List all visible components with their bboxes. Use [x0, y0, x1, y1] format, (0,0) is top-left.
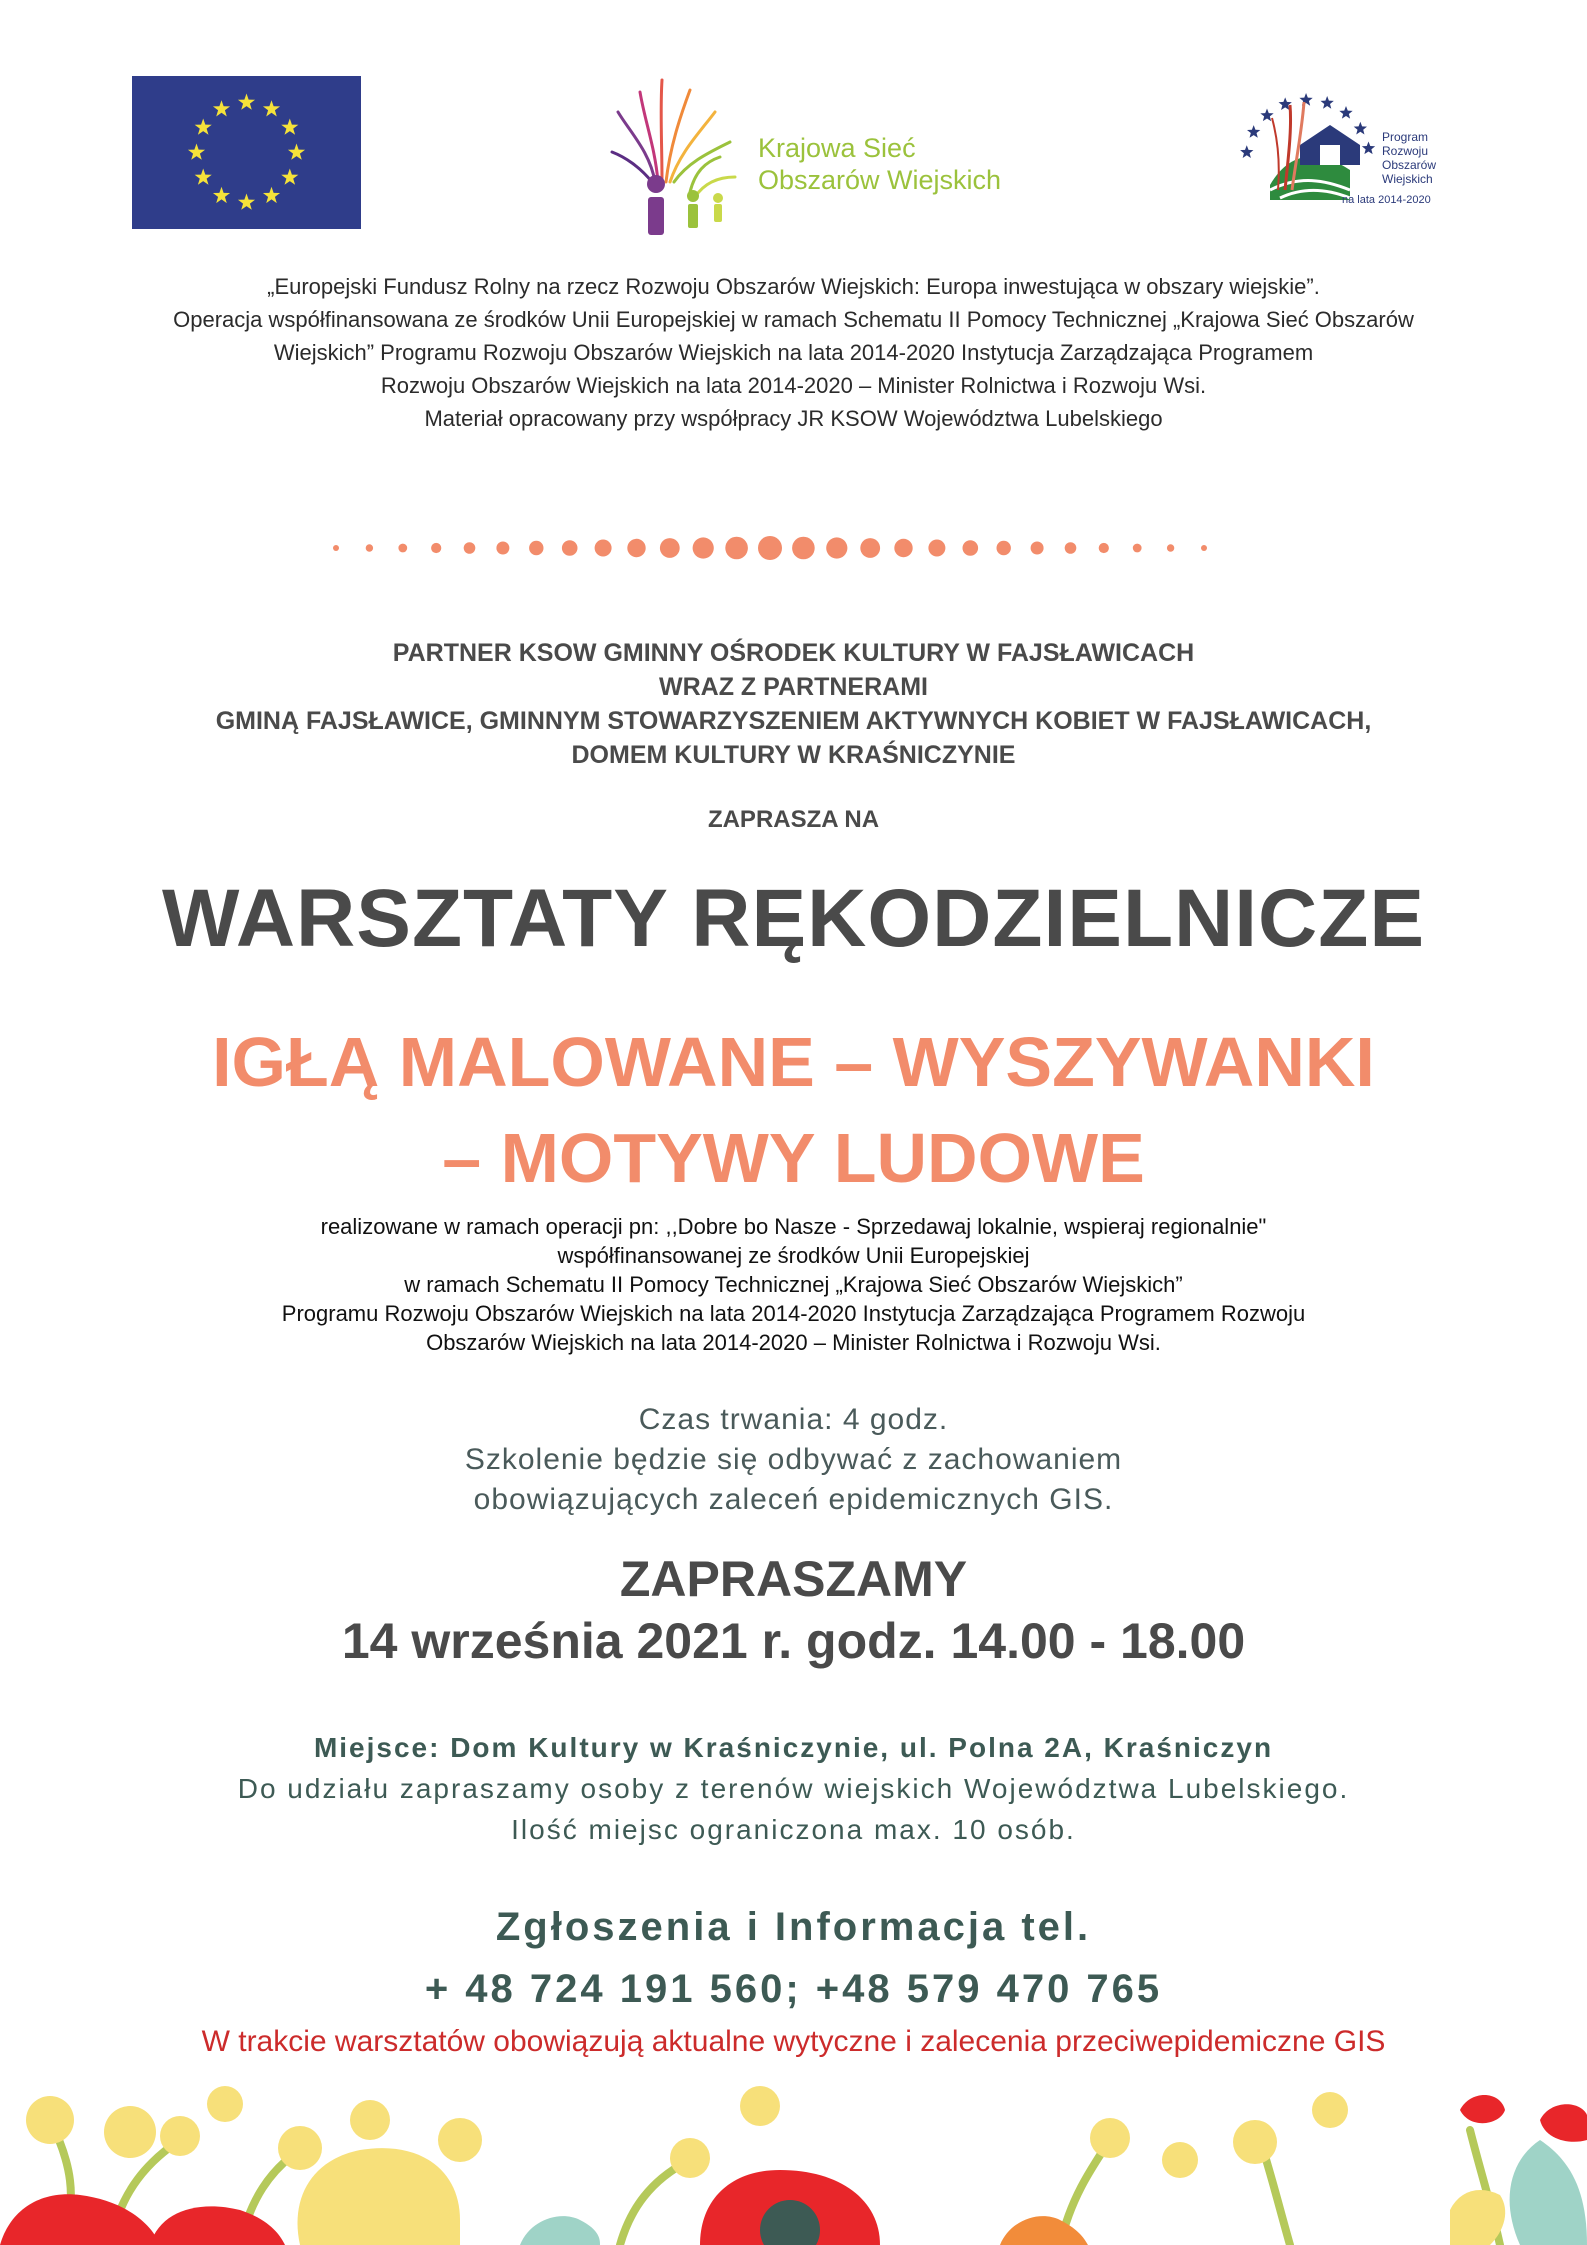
prow-star-icon — [1339, 106, 1352, 119]
divider-dot — [627, 539, 645, 557]
eu-star-icon — [213, 100, 230, 116]
contact-phones[interactable]: + 48 724 191 560; +48 579 470 765 — [424, 1967, 1163, 2011]
divider-dot — [431, 543, 441, 553]
duration-info — [0, 1400, 1587, 1520]
venue-limit: Ilość miejsc ograniczona max. 10 osób. — [511, 1814, 1076, 1845]
venue-block — [0, 1727, 1587, 1850]
safety-line: obowiązujących zaleceń epidemicznych GIS. — [473, 1483, 1114, 1516]
prow-name — [1382, 130, 1436, 186]
prow-star-icon — [1247, 125, 1260, 138]
eu-star-icon — [238, 194, 255, 210]
eu-star-icon — [281, 119, 298, 135]
eu-star-icon — [263, 100, 280, 116]
eu-star-icon — [288, 144, 305, 160]
divider-dot — [398, 544, 407, 553]
ksow-name-line-1: Krajowa Sieć — [758, 133, 916, 163]
flowers-decoration — [0, 2070, 1587, 2245]
schedule-block — [0, 1548, 1587, 1672]
eu-star-icon — [188, 144, 205, 160]
operation-line: w ramach Schematu II Pomocy Technicznej „Krajowa Sieć Obszarów Wiejskich” — [404, 1272, 1183, 1297]
prow-name-line-4: Wiejskich — [1382, 172, 1433, 186]
divider-dot — [529, 541, 543, 555]
prow-name-line-2: Rozwoju — [1382, 144, 1429, 158]
logo-bar — [0, 0, 1587, 260]
divider-dot — [860, 538, 880, 558]
funding-statement — [0, 270, 1587, 435]
invites-label: ZAPRASZA NA — [707, 806, 880, 833]
ksow-name — [758, 132, 1001, 196]
event-subtitle-line: – MOTYWY LUDOWE — [442, 1119, 1145, 1197]
divider-dot — [894, 539, 912, 557]
eu-flag-icon — [132, 76, 361, 229]
divider-dot — [826, 537, 847, 558]
divider-dot — [1031, 542, 1044, 555]
funding-line: Materiał opracowany przy współpracy JR KSOW Województwa Lubelskiego — [424, 406, 1163, 431]
divider-dot — [1065, 542, 1077, 554]
contact-heading: Zgłoszenia i Informacja tel. — [495, 1905, 1092, 1949]
dotted-divider — [0, 528, 1587, 568]
divider-dot — [464, 542, 476, 554]
operation-line: Programu Rozwoju Obszarów Wiejskich na lata 2014-2020 Instytucja Zarządzająca Programem Rozwoju — [281, 1301, 1306, 1326]
divider-dot — [1099, 543, 1109, 553]
partner-line: DOMEM KULTURY W KRAŚNICZYNIE — [571, 741, 1016, 769]
venue-place: Miejsce: Dom Kultury w Kraśniczynie, ul. Polna 2A, Kraśniczyn — [313, 1732, 1274, 1763]
divider-dot — [1133, 544, 1142, 553]
prow-star-icon — [1321, 96, 1334, 109]
eu-star-icon — [238, 94, 255, 110]
event-subtitle — [0, 1014, 1587, 1206]
divider-dot — [725, 537, 748, 560]
funding-line: „Europejski Fundusz Rolny na rzecz Rozwoju Obszarów Wiejskich: Europa inwestująca w obszary wiejskie”. — [267, 274, 1320, 299]
divider-dot — [496, 542, 509, 555]
divider-dot — [758, 536, 782, 560]
operation-line: współfinansowanej ze środków Unii Europejskiej — [557, 1243, 1030, 1268]
divider-dot — [562, 540, 578, 556]
operation-line: Obszarów Wiejskich na lata 2014-2020 – Minister Rolnictwa i Rozwoju Wsi. — [426, 1330, 1161, 1355]
divider-dot — [928, 540, 945, 557]
prow-name-line-3: Obszarów — [1382, 158, 1437, 172]
prow-star-icon — [1299, 93, 1312, 106]
prow-name-line-1: Program — [1382, 130, 1429, 144]
divider-dot — [333, 545, 339, 551]
divider-dot — [660, 538, 680, 558]
contact-block — [0, 1896, 1587, 2020]
eu-star-icon — [195, 119, 212, 135]
prow-star-icon — [1362, 141, 1375, 154]
divider-dot — [693, 537, 714, 558]
divider-dot — [1167, 544, 1174, 551]
operation-line: realizowane w ramach operacji pn: ,,Dobre bo Nasze - Sprzedawaj lokalnie, wspieraj regionalnie" — [320, 1214, 1267, 1239]
funding-line: Wiejskich” Programu Rozwoju Obszarów Wiejskich na lata 2014-2020 Instytucja Zarządzająca Programem — [273, 340, 1314, 365]
operation-info — [0, 1212, 1587, 1357]
divider-dot — [595, 540, 612, 557]
partner-line: GMINĄ FAJSŁAWICE, GMINNYM STOWARZYSZENIEM AKTYWNYCH KOBIET W FAJSŁAWICACH, — [215, 707, 1372, 735]
prow-logo — [1230, 90, 1450, 220]
ksow-logo — [610, 72, 1030, 237]
venue-audience: Do udziału zapraszamy osoby z terenów wiejskich Województwa Lubelskiego. — [237, 1773, 1350, 1804]
eu-star-icon — [281, 169, 298, 185]
divider-dot — [366, 544, 373, 551]
ksow-name-line-2: Obszarów Wiejskich — [758, 165, 1002, 195]
safety-line: Szkolenie będzie się odbywać z zachowaniem — [464, 1443, 1123, 1476]
eu-star-icon — [213, 187, 230, 203]
divider-dot — [997, 541, 1011, 555]
prow-star-icon — [1240, 145, 1253, 158]
event-datetime: 14 września 2021 r. godz. 14.00 - 18.00 — [341, 1613, 1246, 1669]
partner-line: WRAZ Z PARTNERAMI — [659, 673, 928, 701]
eu-star-icon — [263, 187, 280, 203]
epidemic-warning: W trakcie warsztatów obowiązują aktualne wytyczne i zalecenia przeciwepidemiczne GIS — [201, 2025, 1386, 2058]
partner-line: PARTNER KSOW GMINNY OŚRODEK KULTURY W FAJSŁAWICACH — [392, 639, 1195, 667]
ksow-tree-icon — [610, 72, 760, 237]
divider-dot — [963, 540, 979, 556]
event-title: WARSZTATY RĘKODZIELNICZE — [161, 873, 1426, 964]
prow-star-icon — [1354, 122, 1367, 135]
event-subtitle-line: IGŁĄ MALOWANE – WYSZYWANKI — [212, 1023, 1375, 1101]
partner-block — [0, 636, 1587, 772]
funding-line: Rozwoju Obszarów Wiejskich na lata 2014-2020 – Minister Rolnictwa i Rozwoju Wsi. — [380, 373, 1207, 398]
prow-years: na lata 2014-2020 — [1342, 194, 1431, 206]
duration-line: Czas trwania: 4 godz. — [638, 1403, 949, 1436]
schedule-heading: ZAPRASZAMY — [619, 1551, 968, 1607]
eu-star-icon — [195, 169, 212, 185]
funding-line: Operacja współfinansowana ze środków Unii Europejskiej w ramach Schematu II Pomocy Technicznej „Krajowa Sieć Obszarów — [173, 307, 1414, 332]
divider-dot — [792, 537, 815, 560]
divider-dot — [1201, 545, 1207, 551]
